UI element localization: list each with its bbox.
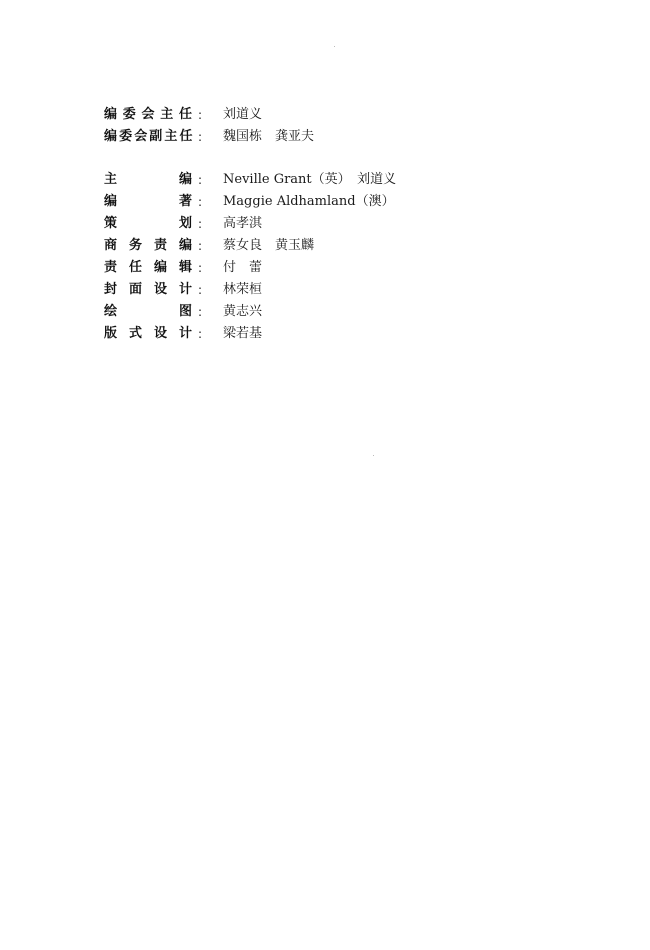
credit-role: 编著 bbox=[104, 194, 192, 209]
credit-role: 商务责编 bbox=[104, 238, 192, 253]
credit-colon: : bbox=[198, 327, 203, 341]
credit-colon: : bbox=[198, 283, 203, 297]
credit-colon: : bbox=[198, 305, 203, 319]
credit-name: 刘道义 bbox=[223, 107, 263, 122]
credit-name: Neville Grant（英） 刘道义 bbox=[223, 172, 397, 187]
credit-colon: : bbox=[198, 195, 203, 209]
credit-role: 主编 bbox=[104, 172, 192, 187]
credit-role: 策划 bbox=[104, 216, 192, 231]
credit-name: 高孝淇 bbox=[223, 216, 263, 231]
credit-name: 蔡女良 黄玉麟 bbox=[223, 238, 315, 253]
scan-speck bbox=[334, 46, 335, 47]
credit-role: 责任编辑 bbox=[104, 260, 192, 275]
credit-name: 付 蕾 bbox=[223, 260, 263, 275]
credit-colon: : bbox=[198, 108, 203, 122]
credit-colon: : bbox=[198, 130, 203, 144]
credit-colon: : bbox=[198, 173, 203, 187]
credit-role: 绘图 bbox=[104, 304, 192, 319]
credit-role: 编委会主任 bbox=[104, 107, 192, 122]
credit-name: 魏国栋 龚亚夫 bbox=[223, 129, 315, 144]
scan-speck bbox=[373, 455, 374, 456]
credit-name: 林荣桓 bbox=[223, 282, 263, 297]
credit-colon: : bbox=[198, 261, 203, 275]
credit-colon: : bbox=[198, 239, 203, 253]
credit-colon: : bbox=[198, 217, 203, 231]
credit-name: 梁若基 bbox=[223, 326, 263, 341]
credit-name: Maggie Aldhamland（澳） bbox=[223, 194, 395, 209]
credit-role: 封面设计 bbox=[104, 282, 192, 297]
credit-name: 黄志兴 bbox=[223, 304, 263, 319]
credit-role: 版式设计 bbox=[104, 326, 192, 341]
credit-role: 编委会副主任 bbox=[104, 129, 192, 144]
